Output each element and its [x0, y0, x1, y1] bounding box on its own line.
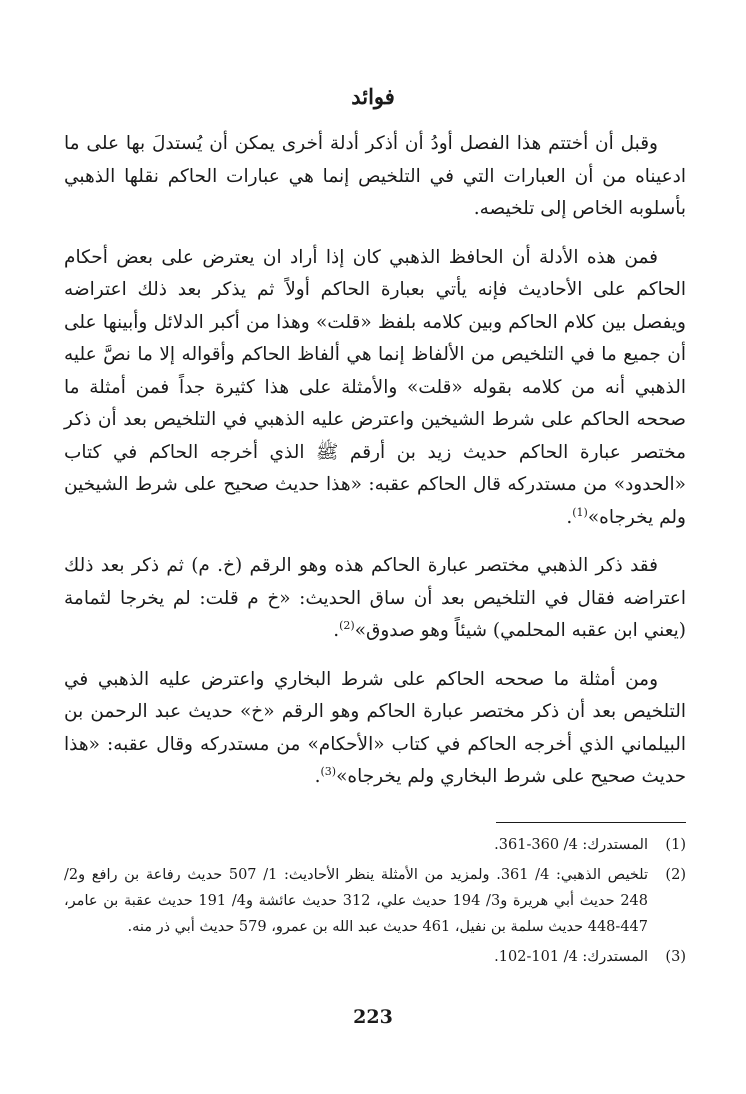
- footnote-item: [64, 944, 686, 970]
- footnote-ref: (1): [572, 505, 588, 519]
- footnote-item: [64, 832, 686, 858]
- paragraph-text: ومن أمثلة ما صححه الحاكم على شرط البخاري واعترض عليه الذهبي في التلخيص بعد أن ذكر مختصر عبارة الحاكم وهو الرقم «خ» حديث عبد الرحمن بن البيلماني الذي أخرجه الحاكم في كتاب «الأحكام» من مستدركه وقال عقبه: «هذا حديث صحيح على شرط البخاري ولم يخرجاه»: [64, 668, 686, 787]
- paragraph-text: فقد ذكر الذهبي مختصر عبارة الحاكم هذه وهو الرقم (خ. م) ثم ذكر بعد ذلك اعتراضه فقال في التلخيص بعد أن ساق الحديث: «خ م قلت: لم يخرجا لثمامة (يعني ابن عقبه المحلمي) شيئاً وهو صدوق»: [64, 555, 686, 641]
- footnotes: [64, 832, 686, 974]
- section-heading: فوائد: [351, 84, 395, 109]
- footnote-divider: [496, 822, 686, 823]
- paragraph: ومن أمثلة ما صححه الحاكم على شرط البخاري واعترض عليه الذهبي في التلخيص بعد أن ذكر مختصر عبارة الحاكم وهو الرقم «خ» حديث عبد الرحمن بن البيلماني الذي أخرجه الحاكم في كتاب «الأحكام» من مستدركه وقال عقبه: «هذا حديث صحيح على شرط البخاري ولم يخرجاه»$^{(3)}$.: [64, 668, 686, 787]
- footnote-item: [64, 862, 686, 940]
- footnote-number: (3): [665, 949, 686, 965]
- footnote-ref: (3): [320, 764, 337, 778]
- paragraph: فقد ذكر الذهبي مختصر عبارة الحاكم هذه وهو الرقم (خ. م) ثم ذكر بعد ذلك اعتراضه فقال في التلخيص بعد أن ساق الحديث: «خ م قلت: لم يخرجا لثمامة (يعني ابن عقبه المحلمي) شيئاً وهو صدوق»$^{(2)}$.: [64, 555, 686, 641]
- paragraph: فمن هذه الأدلة أن الحافظ الذهبي كان إذا أراد ان يعترض على بعض أحكام الحاكم على الأحاديث فإنه يأتي بعبارة الحاكم أولاً ثم يذكر بعد ذلك اعتراضه ويفصل بين كلام الحاكم وبين كلامه بلفظ «قلت» وهذا من أكبر الدلائل وأبينها على أن جميع ما في التلخيص من الألفاظ إنما هي ألفاظ الحاكم وأقواله إلا ما نصَّ عليه الذهبي أنه من كلامه بقوله «قلت» والأمثلة على هذا كثيرة جداً فمن أمثلة ما صححه الحاكم على شرط الشيخين واعترض عليه الذهبي في التلخيص بعد أن ذكر مختصر عبارة الحاكم حديث زيد بن أرقم ﷺ الذي أخرجه الحاكم في كتاب «الحدود» من مستدركه قال الحاكم عقبه: «هذا حديث صحيح على شرط الشيخين ولم يخرجاه»$^{(1)}$.: [64, 246, 686, 528]
- paragraph: [64, 128, 686, 226]
- footnote-text: المستدرك: 4/ 101-102.: [494, 949, 648, 965]
- paragraph-text: فمن هذه الأدلة أن الحافظ الذهبي كان إذا أراد ان يعترض على بعض أحكام الحاكم على الأحاديث فإنه يأتي بعبارة الحاكم أولاً ثم يذكر بعد ذلك اعتراضه ويفصل بين كلام الحاكم وبين كلامه بلفظ «قلت» وهذا من أكبر الدلائل وأبينها على أن جميع ما في التلخيص من الألفاظ إنما هي ألفاظ الحاكم وأقواله إلا ما نصَّ عليه الذهبي أنه من كلامه بقوله «قلت» والأمثلة على هذا كثيرة جداً فمن أمثلة ما صححه الحاكم على شرط الشيخين واعترض عليه الذهبي في التلخيص بعد أن ذكر مختصر عبارة الحاكم حديث زيد بن أرقم ﷺ الذي أخرجه الحاكم في كتاب «الحدود» من مستدركه قال الحاكم عقبه: «هذا حديث صحيح على شرط الشيخين ولم يخرجاه»: [64, 246, 686, 528]
- paragraph-text: وقبل أن أختتم هذا الفصل أودُ أن أذكر أدلة أخرى يمكن أن يُستدلَ بها على ما ادعيناه من أن العبارات التي في التلخيص إنما هي عبارات الحاكم نقلها الذهبي بأسلوبه الخاص إلى تلخيصه.: [64, 133, 686, 219]
- page-number: 223: [353, 1006, 393, 1028]
- footnote-ref: (2): [339, 618, 355, 632]
- footnote-text: تلخيص الذهبي: 4/ 361. ولمزيد من الأمثلة ينظر الأحاديث: 1/ 507 حديث رفاعة بن رافع و2/ 248 حديث أبي هريرة و3/ 194 حديث علي، 312 حديث عائشة و4/ 191 حديث عقبة بن عامر، 447-448 حديث سلمة بن نفيل، 461 حديث عبد الله بن عمرو، 579 حديث أبي ذر منه.: [64, 867, 649, 935]
- footnote-text: المستدرك: 4/ 360-361.: [494, 837, 648, 853]
- main-text: [64, 128, 686, 794]
- footnote-number: (1): [665, 837, 686, 853]
- footnote-number: (2): [665, 867, 686, 883]
